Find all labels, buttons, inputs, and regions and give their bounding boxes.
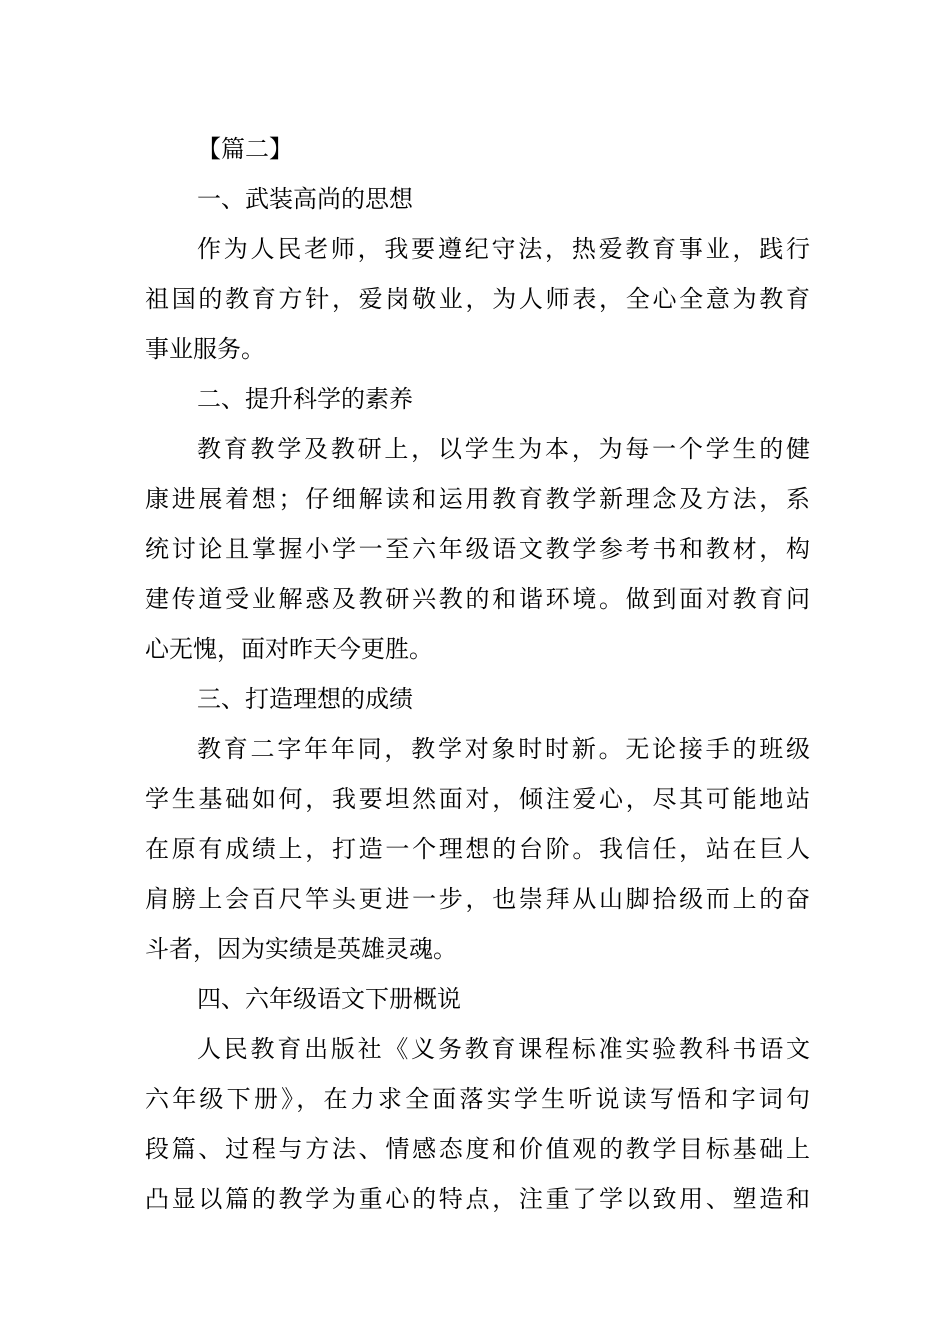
paragraph-line: 康进展着想；仔细解读和运用教育教学新理念及方法，系: [145, 485, 810, 513]
paragraph-line: 斗者，因为实绩是英雄灵魂。: [145, 935, 457, 963]
paragraph-line: 凸显以篇的教学为重心的特点，注重了学以致用、塑造和: [145, 1185, 810, 1213]
paragraph-line: 教育教学及教研上，以学生为本，为每一个学生的健: [197, 435, 810, 463]
paragraph-line: 六年级下册》，在力求全面落实学生听说读写悟和字词句: [145, 1085, 810, 1113]
paragraph-line: 统讨论且掌握小学一至六年级语文教学参考书和教材，构: [145, 535, 810, 563]
paragraph-line: 肩膀上会百尺竿头更进一步，也崇拜从山脚拾级而上的奋: [145, 885, 810, 913]
section-heading-1: 一、武装高尚的思想: [197, 185, 413, 213]
section-heading-4: 四、六年级语文下册概说: [197, 985, 461, 1013]
paragraph-line: 心无愧，面对昨天今更胜。: [145, 635, 433, 663]
paragraph-line: 作为人民老师，我要遵纪守法，热爱教育事业，践行: [197, 235, 810, 263]
paragraph-line: 教育二字年年同，教学对象时时新。无论接手的班级: [197, 735, 810, 763]
paragraph-line: 祖国的教育方针，爱岗敬业，为人师表，全心全意为教育: [145, 285, 810, 313]
paragraph-line: 段篇、过程与方法、情感态度和价值观的教学目标基础上: [145, 1135, 810, 1163]
document-body: [145, 124, 810, 1224]
paragraph-line: 人民教育出版社《义务教育课程标准实验教科书语文: [197, 1035, 810, 1063]
paragraph-line: 建传道受业解惑及教研兴教的和谐环境。做到面对教育问: [145, 585, 810, 613]
section-heading-2: 二、提升科学的素养: [197, 385, 413, 413]
paragraph-line: 学生基础如何，我要坦然面对，倾注爱心，尽其可能地站: [145, 785, 810, 813]
section-heading-3: 三、打造理想的成绩: [197, 685, 413, 713]
section-marker: 【篇二】: [197, 135, 293, 163]
paragraph-line: 在原有成绩上，打造一个理想的台阶。我信任，站在巨人: [145, 835, 810, 863]
paragraph-line: 事业服务。: [145, 335, 265, 363]
